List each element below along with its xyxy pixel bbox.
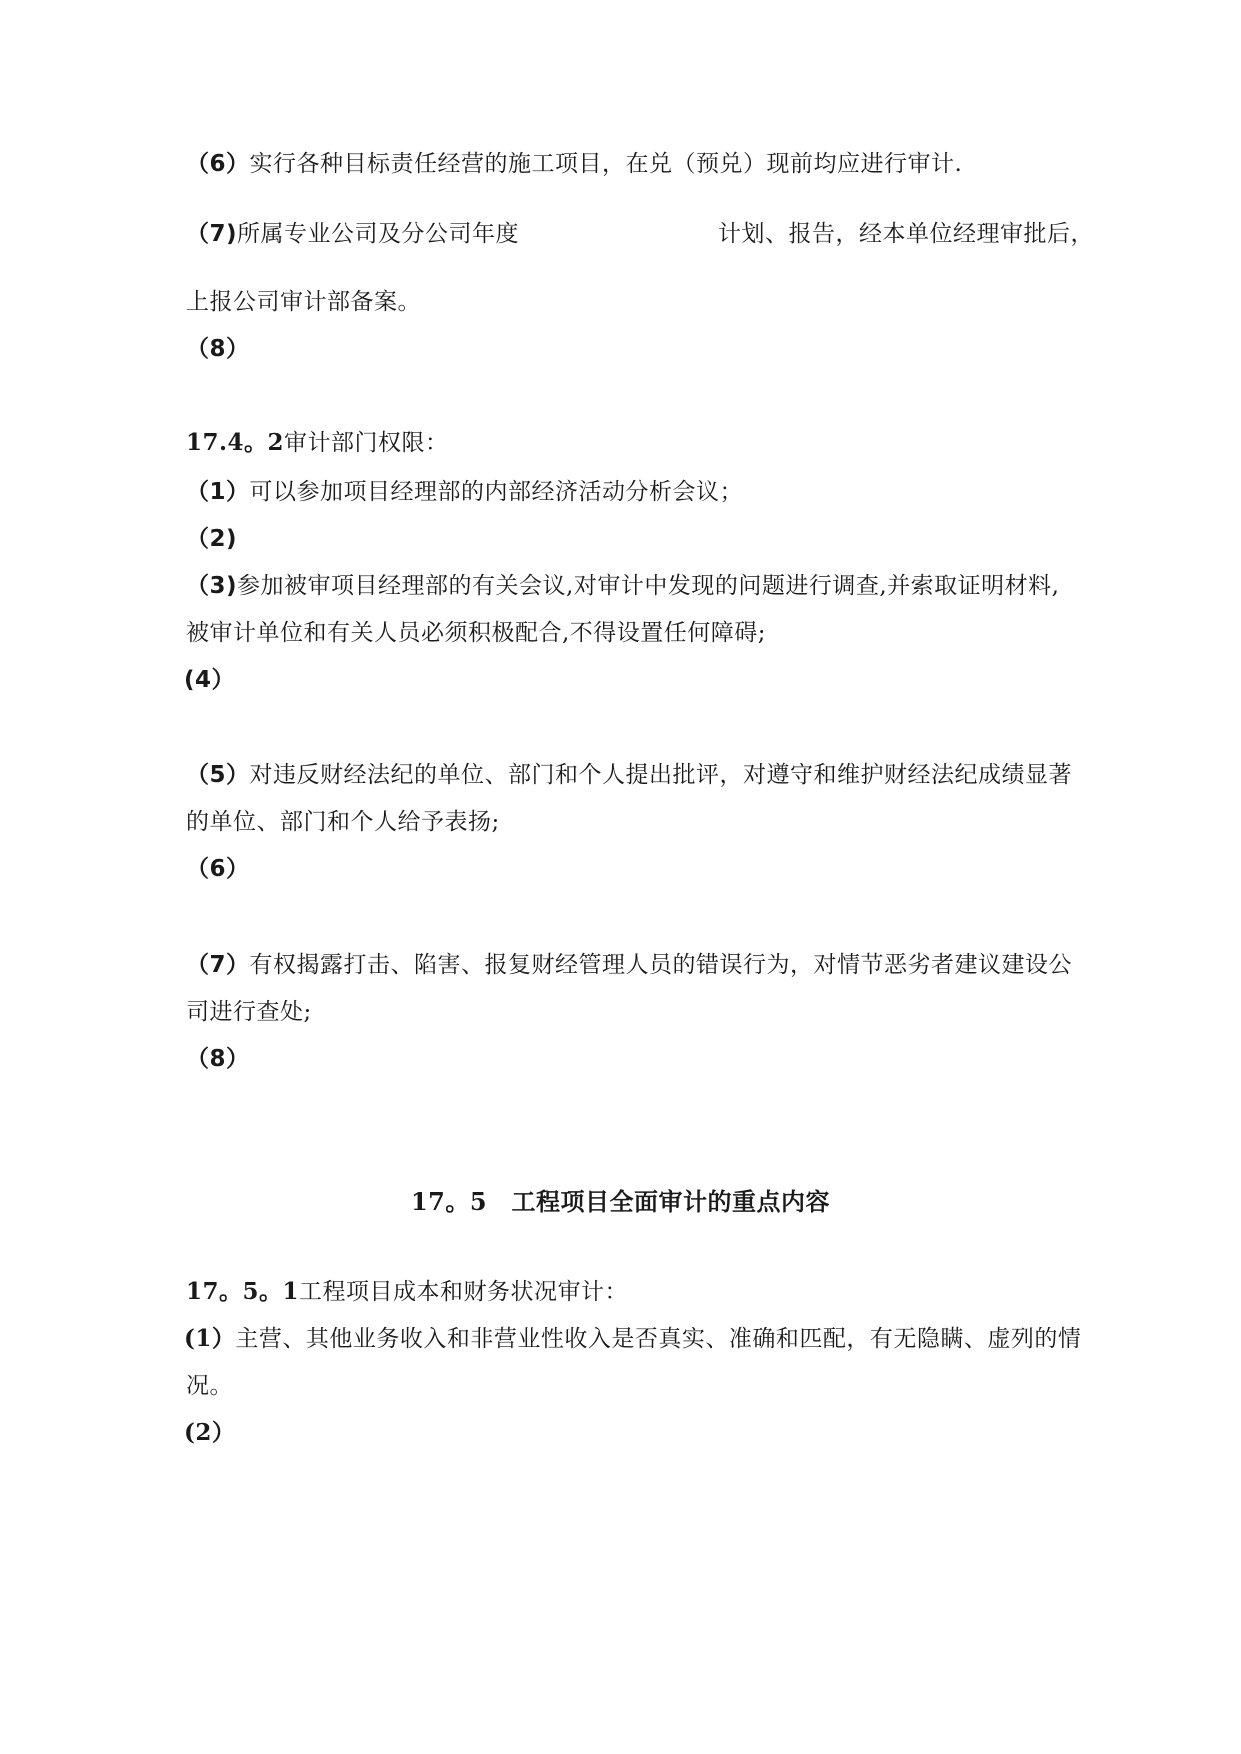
paragraph-line: [186, 760, 1072, 790]
section-subheading: [186, 1277, 628, 1307]
paragraph-line-continued: [718, 219, 1094, 249]
item-number: （8）: [186, 336, 250, 362]
item-text: 可以参加项目经理部的内部经济活动分析会议；: [249, 479, 744, 505]
item-text: 上报公司审计部备案。: [186, 289, 421, 315]
paragraph-line: [186, 618, 766, 648]
item-number: （6）: [186, 151, 250, 177]
item-text: 主营、其他业务收入和非营业性收入是否真实、准确和匹配，有无隐瞒、虚列的情: [235, 1326, 1082, 1352]
item-text: 司进行查处;: [186, 999, 312, 1025]
item-text: 计划、报告，经本单位经理审批后，: [718, 221, 1094, 247]
paragraph-line: [186, 571, 1059, 601]
section-subheading: [186, 428, 449, 458]
paragraph-line: [186, 287, 421, 317]
section-number: 17.4。2: [186, 429, 285, 456]
item-number: （8）: [186, 1046, 250, 1072]
item-number: （3): [186, 573, 238, 599]
item-number: （7): [186, 221, 238, 247]
paragraph-line: [186, 149, 962, 179]
paragraph-line: [186, 950, 1072, 980]
paragraph-line: [186, 997, 312, 1027]
item-text: 有权揭露打击、陷害、报复财经管理人员的错误行为，对情节恶劣者建议建设公: [249, 952, 1073, 978]
paragraph-line: [186, 807, 500, 837]
paragraph-line: [186, 334, 250, 364]
item-text: 对违反财经法纪的单位、部门和个人提出批评，对遵守和维护财经法纪成绩显著: [249, 762, 1073, 788]
paragraph-line: [184, 1324, 1081, 1354]
item-number: （6）: [186, 856, 250, 882]
item-text: 实行各种目标责任经营的施工项目，在兑（预兑）现前均应进行审计.: [249, 151, 963, 177]
item-text: 参加被审项目经理部的有关会议,对审计中发现的问题进行调查,并索取证明材料,: [237, 573, 1060, 599]
section-title: 审计部门权限：: [284, 430, 449, 456]
item-text: 所属专业公司及分公司年度: [237, 221, 520, 247]
item-number: （5）: [186, 762, 250, 788]
paragraph-line: [184, 665, 235, 695]
item-text: 况。: [186, 1373, 233, 1399]
paragraph-line: [186, 1371, 233, 1401]
section-number: 17。5。1: [186, 1278, 300, 1305]
section-title: 工程项目成本和财务状况审计：: [299, 1279, 629, 1305]
paragraph-line: [184, 1418, 235, 1448]
item-number: (1）: [184, 1325, 236, 1352]
item-number: (4）: [184, 667, 236, 693]
paragraph-line: [186, 854, 250, 884]
item-number: （1）: [186, 479, 250, 505]
item-text: 的单位、部门和个人给予表扬;: [186, 809, 500, 835]
paragraph-line: [186, 477, 743, 507]
paragraph-line: [186, 1044, 250, 1074]
section-heading: 17。5 工程项目全面审计的重点内容: [410, 1187, 831, 1216]
item-text: 被审计单位和有关人员必须积极配合,不得设置任何障碍;: [186, 620, 767, 646]
item-number: (2）: [184, 1419, 236, 1446]
item-number: （7）: [186, 952, 250, 978]
item-number: （2): [186, 526, 238, 552]
paragraph-line: [186, 524, 237, 554]
